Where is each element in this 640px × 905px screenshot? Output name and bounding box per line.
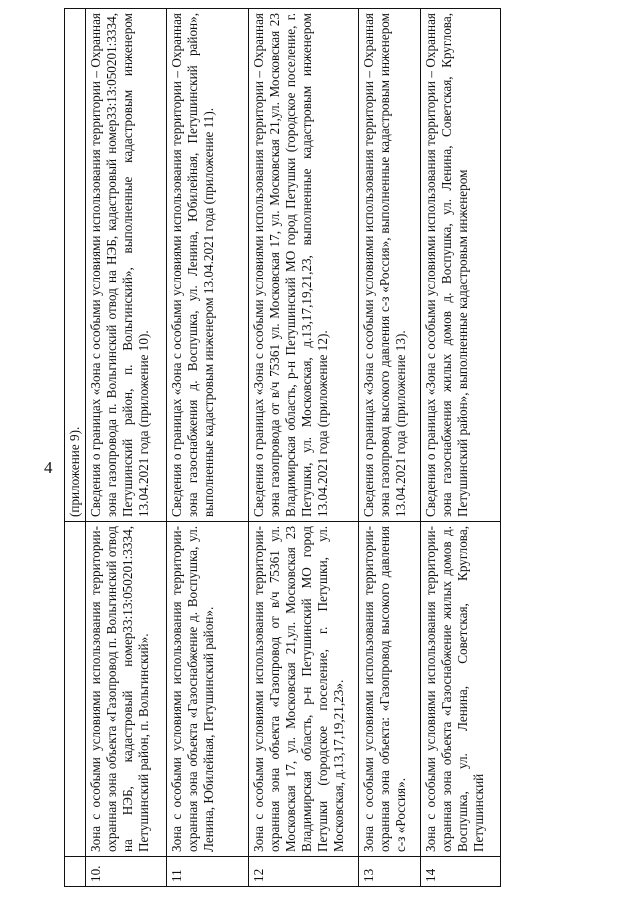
table-row [249, 9, 359, 887]
row-number-cell: 13 [359, 857, 421, 887]
object-description-cell: Зона с особыми условиями использования территории-охранная зона объекта «Газоснабжение д. Воспушка, ул. Ленина, Юбилейная, Петушинский район». [167, 522, 249, 857]
table-row [86, 9, 167, 887]
row-number-cell: 12 [249, 857, 359, 887]
row-number-cell: 10. [86, 857, 167, 887]
table-row [421, 9, 501, 887]
table-row [65, 9, 86, 887]
page-number: 4 [44, 458, 53, 477]
object-description-cell: Зона с особыми условиями использования территории-охранная зона объекта «Газопровод от в/ч 75361 ул. Московская 17, ул. Московская 21,ул. Московская 23 Владимирская область, р-н Петушинский МО город Петушки (городское поселение, г. Петушки, ул. Московская, д.13,17,19,21,23». [249, 522, 359, 857]
table-row [359, 9, 421, 887]
boundary-info-cell: Сведения о границах «Зона с особыми условиями использования территории – Охранная зона газопровод высокого давления с-з «Россия», выполненные кадастровым инженером 13.04.2021 года (приложение 13). [359, 9, 421, 522]
object-description-cell [65, 522, 86, 857]
boundary-info-cell: Сведения о границах «Зона с особыми условиями использования территории – Охранная зона газоснабжения жилых домов д. Воспушка, ул. Ленина, Советская, Круглова, Петушинский район», выполненные кадастровым инженером [421, 9, 501, 522]
row-number-cell: 11 [167, 857, 249, 887]
row-number-cell [65, 857, 86, 887]
row-number-cell: 14 [421, 857, 501, 887]
zones-table [64, 8, 501, 887]
boundary-info-cell: Сведения о границах «Зона с особыми условиями использования территории – Охранная зона газопровода п. Вольгинский отвод на НЭБ, кадастровый номер33:13:050201:3334, Петушинский район, п. Вольгинский», выполненные кадастровым инженером 13.04.2021 года (приложение 10). [86, 9, 167, 522]
rotated-page-content [64, 9, 630, 887]
object-description-cell: Зона с особыми условиями использования территории-охранная зона объекта: «Газопровод высокого давления с-з «Россия». [359, 522, 421, 857]
object-description-cell: Зона с особыми условиями использования территории-охранная зона объекта «Газоснабжение жилых домов д. Воспушка, ул. Ленина, Советская, Круглова, Петушинский [421, 522, 501, 857]
object-description-cell: Зона с особыми условиями использования территории-охранная зона объекта «Газопровод п. Вольгинский отвод на НЭБ, кадастровый номер33:13:050201:3334, Петушинский район, п. Вольгинский». [86, 522, 167, 857]
table-row [167, 9, 249, 887]
boundary-info-cell: (приложение 9). [65, 9, 86, 522]
boundary-info-cell: Сведения о границах «Зона с особыми условиями использования территории – Охранная зона газоснабжения д. Воспушка, ул. Ленина, Юбилейная, Петушинский район», выполненные кадастровым инженером 13.04.2021 года (приложение 11). [167, 9, 249, 522]
boundary-info-cell: Сведения о границах «Зона с особыми условиями использования территории – Охранная зона газопровода от в/ч 75361 ул. Московская 17, ул. Московская 21,ул. Московская 23 Владимирская область, р-н Петушинский МО город Петушки (городское поселение, г. Петушки, ул. Московская, д.13,17,19,21,23, выполненные кадастровым инженером 13.04.2021 года (приложение 12). [249, 9, 359, 522]
